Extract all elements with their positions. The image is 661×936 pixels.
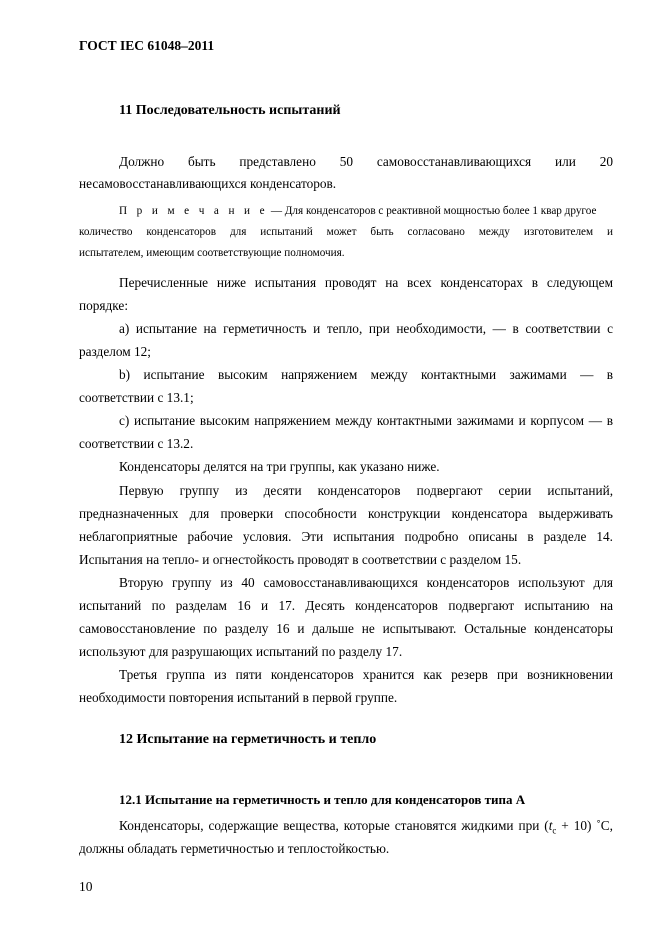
paragraph-2-line-2: порядке: — [79, 298, 129, 313]
paragraph-1-line-2: несамовосстанавливающихся конденсаторов. — [79, 176, 337, 191]
paragraph-5-line-3: самовосстановление по разделу 16 и дальше не испытывают. Остальные конденсаторы — [79, 621, 613, 636]
document-header: ГОСТ IEC 61048–2011 — [79, 38, 215, 53]
paragraph-5-line-1: Вторую группу из 40 самовосстанавливающихся конденсаторов используют для — [119, 575, 613, 590]
paragraph-3: Конденсаторы делятся на три группы, как указано ниже. — [119, 459, 440, 474]
list-item-a-line-1: а) испытание на герметичность и тепло, при необходимости, — в соответствии с — [119, 321, 613, 336]
paragraph-5-line-4: используют для разрушающих испытаний по разделу 17. — [79, 644, 403, 659]
page-number: 10 — [79, 879, 93, 894]
paragraph-4-line-1: Первую группу из десяти конденсаторов подвергают серии испытаний, — [119, 483, 614, 498]
list-item-b-line-2: соответствии с 13.1; — [79, 390, 194, 405]
list-item-c-line-2: соответствии с 13.2. — [79, 436, 194, 451]
section-11-title: 11 Последовательность испытаний — [119, 103, 341, 118]
note-line-3: испытателем, имеющим соответствующие полномочия. — [79, 247, 345, 259]
paragraph-2-line-1: Перечисленные ниже испытания проводят на всех конденсаторах в следующем — [119, 275, 613, 290]
section-12-1-title: 12.1 Испытание на герметичность и тепло для конденсаторов типа А — [119, 792, 526, 807]
paragraph-1-line-1: Должно быть представлено 50 самовосстанавливающихся или 20 — [119, 154, 614, 169]
section-12-1-line-1: Конденсаторы, содержащие вещества, которые становятся жидкими при $(t_c + 10)$ ˚С, — [119, 818, 613, 836]
note-line-2: количество конденсаторов для испытаний может быть согласовано между изготовителем и — [79, 226, 613, 238]
section-12-1-line-2: должны обладать герметичностью и теплостойкостью. — [79, 841, 390, 856]
paragraph-6-line-2: необходимости повторения испытаний в первой группе. — [79, 690, 398, 705]
paragraph-4-line-2: предназначенных для проверки способности конструкции конденсатора выдерживать — [79, 506, 613, 521]
section-12-title: 12 Испытание на герметичность и тепло — [119, 732, 377, 747]
note-label: П р и м е ч а н и е — [119, 205, 269, 217]
list-item-b-line-1: b) испытание высоким напряжением между контактными зажимами — в — [119, 367, 614, 382]
paragraph-4-line-4: Испытания на тепло- и огнестойкость проводят в соответствии с разделом 15. — [79, 552, 522, 567]
paragraph-4-line-3: неблагоприятные рабочие условия. Эти испытания подробно описаны в разделе 14. — [79, 529, 613, 544]
paragraph-5-line-2: испытаний по разделам 16 и 17. Десять конденсаторов подвергают испытанию на — [79, 598, 613, 613]
note-line-1: П р и м е ч а н и е — Для конденсаторов с реактивной мощностью более 1 квар другое — [119, 205, 597, 217]
list-item-c-line-1: c) испытание высоким напряжением между контактными зажимами и корпусом — в — [119, 413, 613, 428]
list-item-a-line-2: разделом 12; — [79, 344, 151, 359]
paragraph-6-line-1: Третья группа из пяти конденсаторов хранится как резерв при возникновении — [119, 667, 613, 682]
